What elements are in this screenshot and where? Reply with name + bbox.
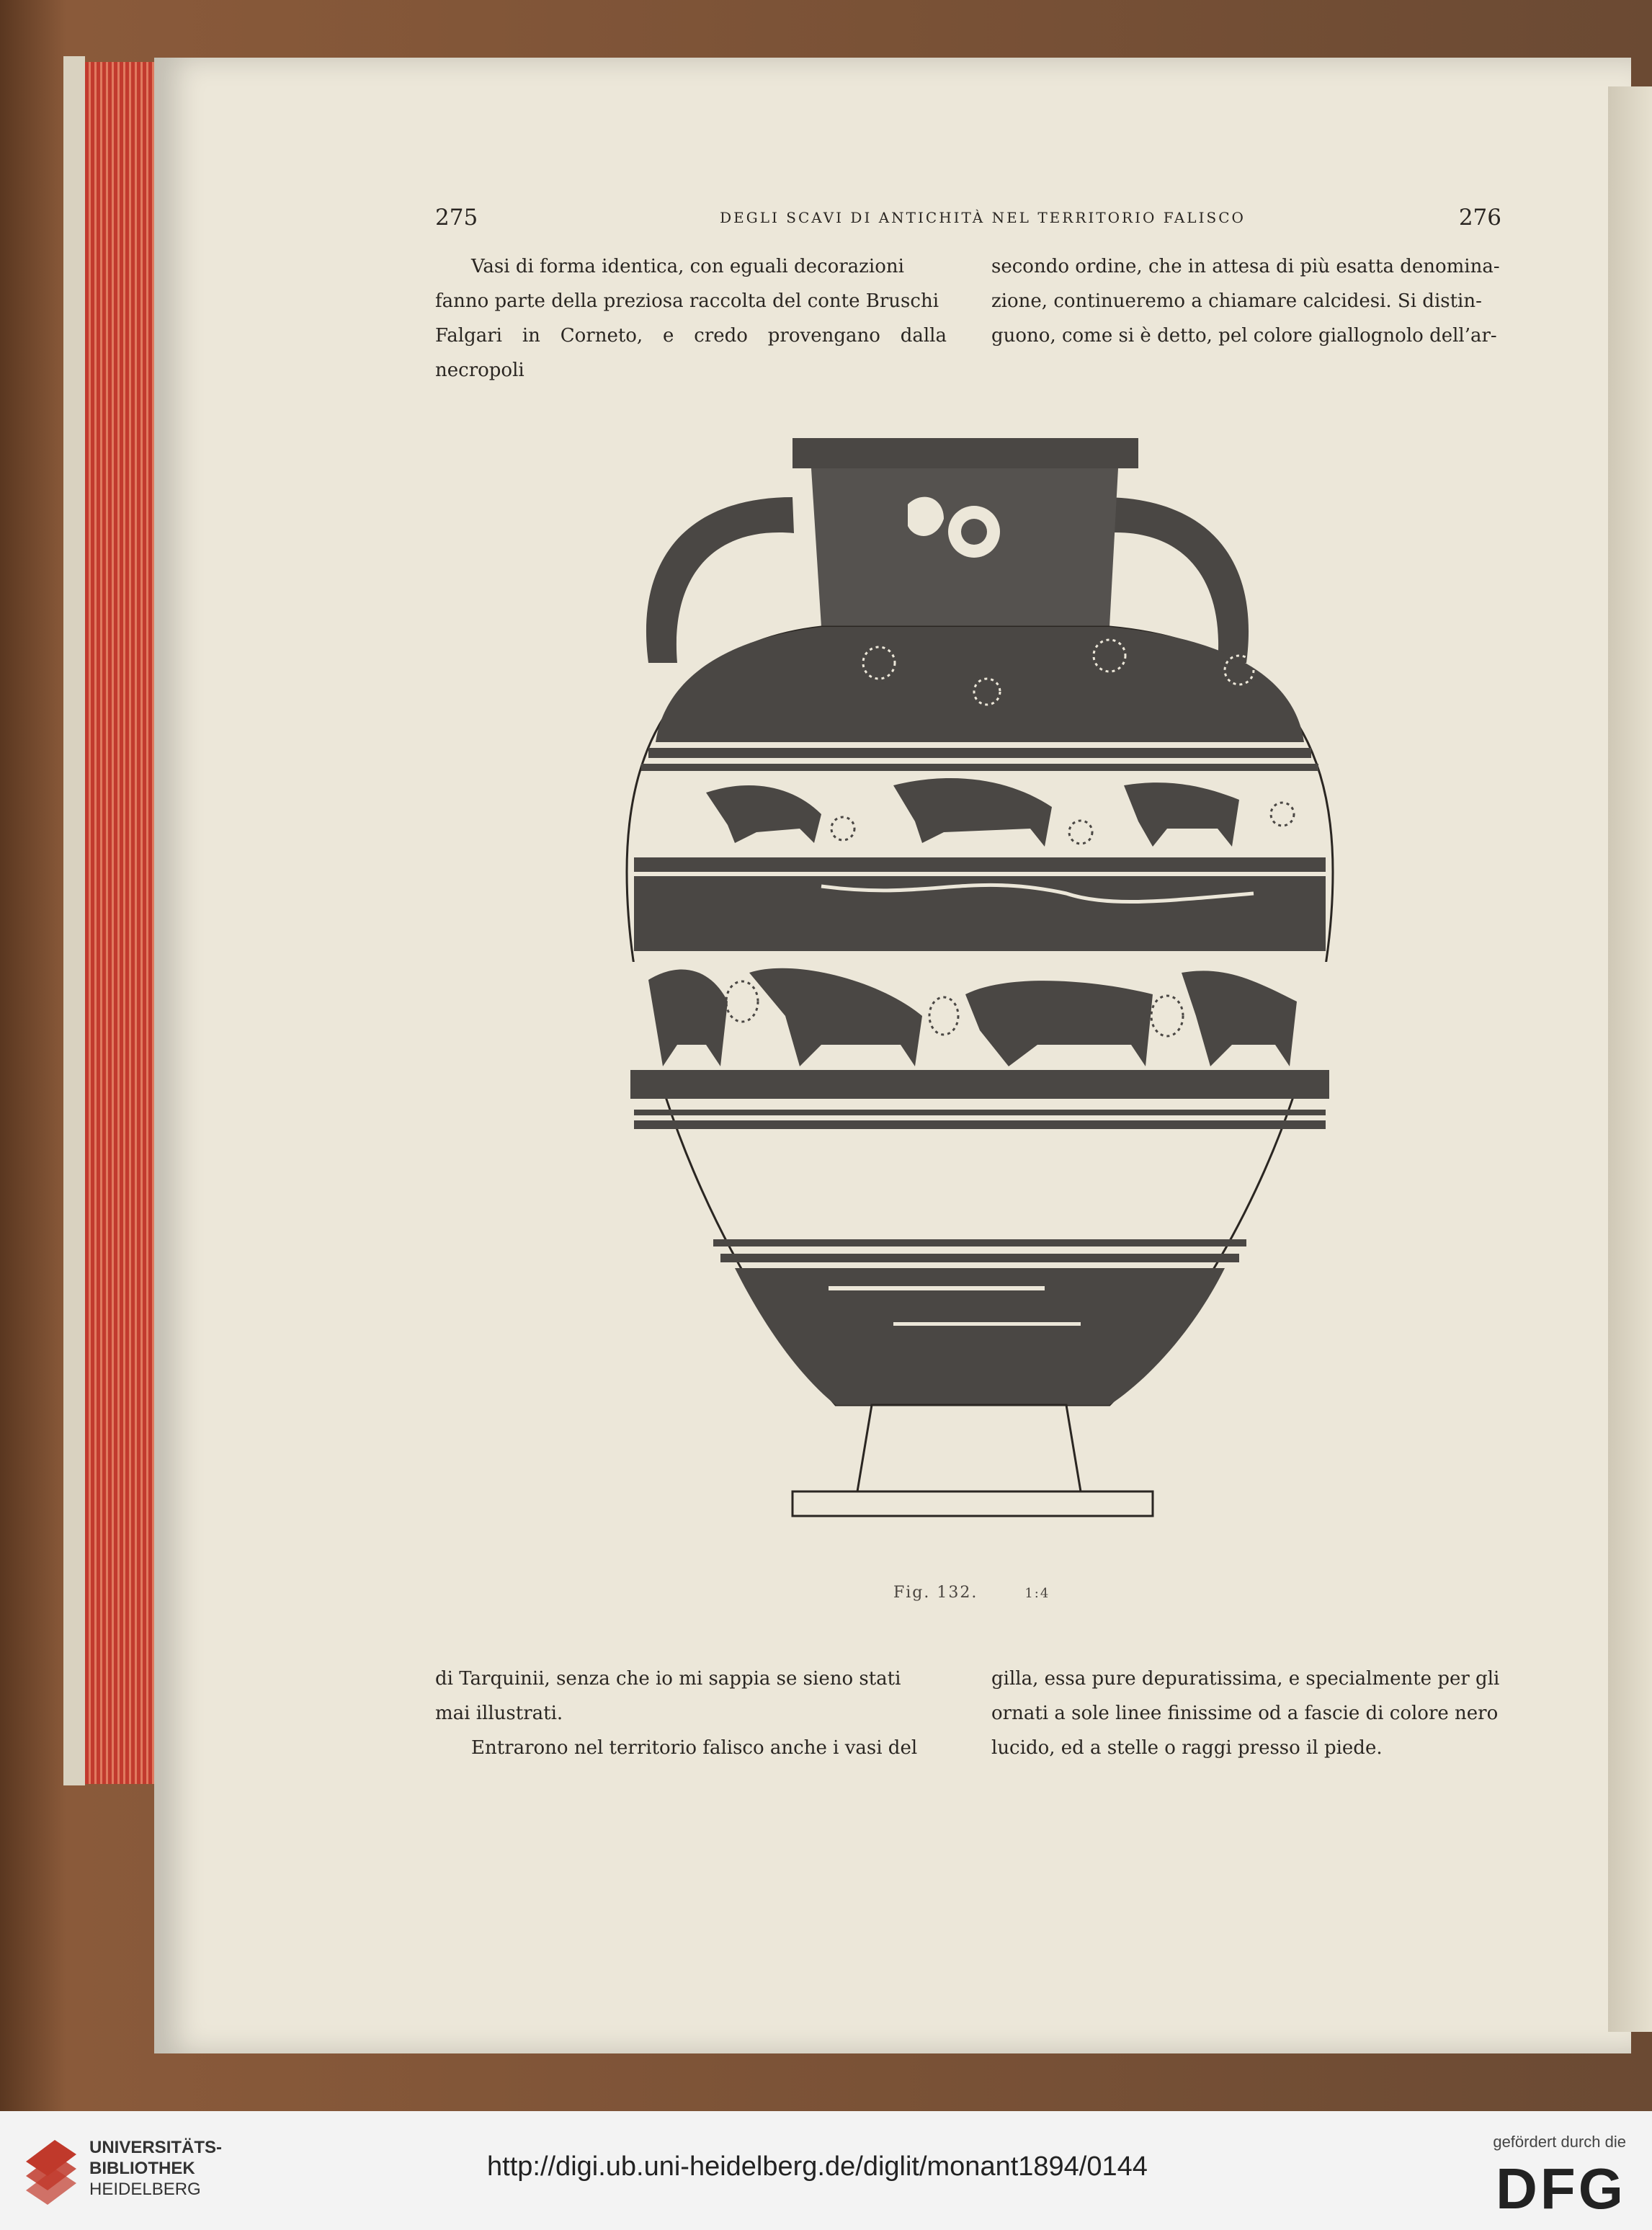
text-line: lucido, ed a stelle o raggi presso il piede.	[991, 1737, 1383, 1759]
library-name-line: HEIDELBERG	[89, 2180, 201, 2199]
text-line: fanno parte della preziosa raccolta del conte Bruschi	[435, 290, 939, 312]
figure-scale: 1:4	[1024, 1586, 1050, 1601]
vase-lip	[792, 438, 1138, 468]
text-line: secondo ordine, che in attesa di più esatta denomina-	[991, 256, 1500, 277]
text-column-top-left	[435, 249, 947, 388]
text-line: gilla, essa pure depuratissima, e specialmente per gli	[991, 1668, 1500, 1690]
library-name-line: BIBLIOTHEK	[89, 2159, 195, 2178]
text-line: Vasi di forma identica, con eguali decorazioni	[471, 256, 904, 277]
dfg-logo[interactable]: DFG	[1496, 2157, 1626, 2221]
text-line: mai illustrati.	[435, 1703, 563, 1724]
red-page-edges	[85, 62, 154, 1784]
text-column-bottom-left	[435, 1662, 947, 1765]
text-line: di Tarquinii, senza che io mi sappia se sieno stati	[435, 1668, 901, 1690]
page-number-right: 276	[1458, 205, 1501, 231]
sponsor-label: gefördert durch die	[1493, 2133, 1626, 2151]
book-cover-edge	[63, 56, 85, 1785]
text-line: zione, continueremo a chiamare calcidesi. Si distin-	[991, 290, 1482, 312]
text-line: ornati a sole linee finissime od a fascie di colore nero	[991, 1703, 1499, 1724]
library-name-line: UNIVERSITÄTS-	[89, 2138, 223, 2157]
text-line: Entrarono nel territorio falisco anche i vasi del	[471, 1737, 918, 1759]
library-name[interactable]	[89, 2137, 222, 2200]
text-column-top-right	[991, 249, 1503, 353]
text-column-bottom-right	[991, 1662, 1503, 1765]
text-line: Falgari in Corneto, e credo provengano dalla necropoli	[435, 325, 947, 381]
facing-page-strip	[1608, 86, 1652, 2032]
library-logo-icon[interactable]	[19, 2133, 81, 2209]
running-head-title: DEGLI SCAVI DI ANTICHITÀ NEL TERRITORIO FALISCO	[720, 209, 1246, 226]
vase-illustration	[605, 425, 1354, 1549]
text-line: guono, come si è detto, pel colore giallognolo dell’ar-	[991, 325, 1497, 347]
figure-label: Fig. 132.	[893, 1584, 978, 1602]
vase-foot	[857, 1405, 1081, 1491]
page-number-left: 275	[435, 205, 478, 231]
permalink-url[interactable]: http://digi.ub.uni-heidelberg.de/diglit/monant1894/0144	[487, 2151, 1148, 2182]
figure-caption	[893, 1584, 1182, 1602]
running-head	[435, 205, 1501, 241]
viewer-footer	[0, 2111, 1652, 2230]
